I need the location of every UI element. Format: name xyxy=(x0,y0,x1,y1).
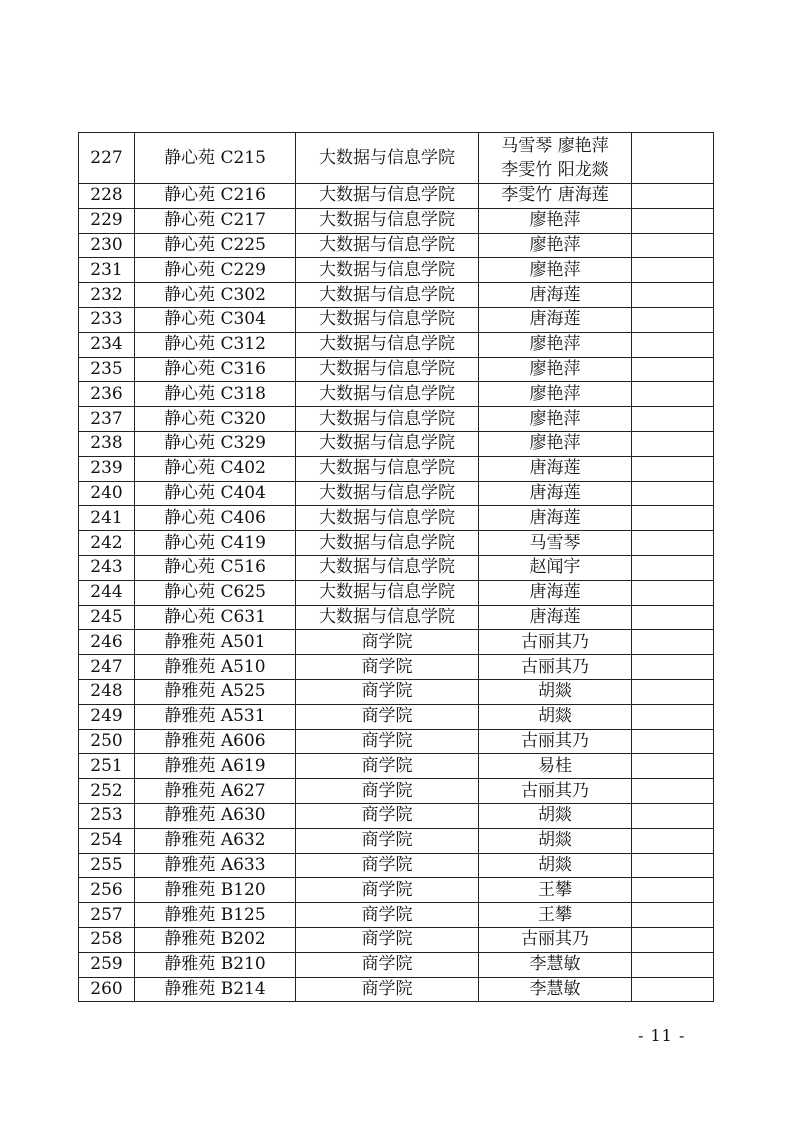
staff-name: 马雪琴 廖艳萍 xyxy=(501,136,609,156)
college-cell: 商学院 xyxy=(296,630,479,655)
staff-cell xyxy=(479,481,632,506)
table-row xyxy=(79,208,714,233)
staff-name: 唐海莲 xyxy=(529,606,581,627)
row-number-cell: 246 xyxy=(79,630,135,655)
staff-name: 胡燚 xyxy=(538,805,572,826)
row-number-cell: 234 xyxy=(79,332,135,357)
table-row xyxy=(79,431,714,456)
staff-cell xyxy=(479,133,632,184)
room-cell: 静心苑 C217 xyxy=(135,208,296,233)
staff-name: 唐海莲 xyxy=(529,582,581,603)
room-cell: 静雅苑 A510 xyxy=(135,655,296,680)
row-number-cell: 247 xyxy=(79,655,135,680)
table-row xyxy=(79,828,714,853)
note-cell xyxy=(632,184,714,209)
staff-name: 赵闻宇 xyxy=(529,557,581,578)
staff-name: 唐海莲 xyxy=(529,284,581,305)
staff-name: 廖艳萍 xyxy=(529,383,581,404)
table-row xyxy=(79,133,714,184)
staff-cell xyxy=(479,679,632,704)
table-row xyxy=(79,927,714,952)
staff-cell xyxy=(479,506,632,531)
table-row xyxy=(79,605,714,630)
staff-name: 马雪琴 xyxy=(529,532,581,553)
staff-cell xyxy=(479,555,632,580)
college-cell: 大数据与信息学院 xyxy=(296,332,479,357)
college-cell: 商学院 xyxy=(296,828,479,853)
staff-cell xyxy=(479,307,632,332)
college-cell: 大数据与信息学院 xyxy=(296,307,479,332)
row-number-cell: 229 xyxy=(79,208,135,233)
note-cell xyxy=(632,456,714,481)
staff-cell xyxy=(479,878,632,903)
note-cell xyxy=(632,828,714,853)
table-row xyxy=(79,977,714,1002)
row-number-cell: 249 xyxy=(79,704,135,729)
row-number-cell: 243 xyxy=(79,555,135,580)
room-cell: 静雅苑 A630 xyxy=(135,803,296,828)
row-number-cell: 251 xyxy=(79,754,135,779)
row-number-cell: 260 xyxy=(79,977,135,1002)
table-row xyxy=(79,382,714,407)
room-cell: 静雅苑 A606 xyxy=(135,729,296,754)
staff-name: 李慧敏 xyxy=(529,978,581,999)
room-cell: 静心苑 C404 xyxy=(135,481,296,506)
table-row xyxy=(79,580,714,605)
staff-cell xyxy=(479,531,632,556)
note-cell xyxy=(632,531,714,556)
row-number-cell: 230 xyxy=(79,233,135,258)
table-row xyxy=(79,878,714,903)
college-cell: 商学院 xyxy=(296,779,479,804)
note-cell xyxy=(632,133,714,184)
room-cell: 静心苑 C329 xyxy=(135,431,296,456)
staff-name: 王攀 xyxy=(538,879,572,900)
room-cell: 静心苑 C625 xyxy=(135,580,296,605)
staff-cell xyxy=(479,258,632,283)
college-cell: 大数据与信息学院 xyxy=(296,133,479,184)
staff-cell xyxy=(479,407,632,432)
staff-cell xyxy=(479,605,632,630)
note-cell xyxy=(632,803,714,828)
table-row xyxy=(79,555,714,580)
room-cell: 静雅苑 B125 xyxy=(135,903,296,928)
college-cell: 商学院 xyxy=(296,977,479,1002)
room-cell: 静心苑 C302 xyxy=(135,283,296,308)
staff-name: 古丽其乃 xyxy=(521,656,589,677)
staff-name: 胡燚 xyxy=(538,830,572,851)
college-cell: 商学院 xyxy=(296,927,479,952)
note-cell xyxy=(632,754,714,779)
college-cell: 商学院 xyxy=(296,903,479,928)
college-cell: 大数据与信息学院 xyxy=(296,555,479,580)
note-cell xyxy=(632,927,714,952)
staff-cell xyxy=(479,952,632,977)
table-row xyxy=(79,506,714,531)
college-cell: 商学院 xyxy=(296,655,479,680)
table-row xyxy=(79,630,714,655)
room-cell: 静心苑 C304 xyxy=(135,307,296,332)
table-row xyxy=(79,903,714,928)
room-cell: 静心苑 C516 xyxy=(135,555,296,580)
staff-name: 廖艳萍 xyxy=(529,234,581,255)
room-cell: 静心苑 C225 xyxy=(135,233,296,258)
row-number-cell: 241 xyxy=(79,506,135,531)
staff-cell xyxy=(479,853,632,878)
row-number-cell: 250 xyxy=(79,729,135,754)
staff-name: 李雯竹 唐海莲 xyxy=(501,185,609,206)
college-cell: 大数据与信息学院 xyxy=(296,258,479,283)
row-number-cell: 228 xyxy=(79,184,135,209)
college-cell: 大数据与信息学院 xyxy=(296,208,479,233)
staff-name: 王攀 xyxy=(538,904,572,925)
college-cell: 大数据与信息学院 xyxy=(296,233,479,258)
staff-cell xyxy=(479,332,632,357)
note-cell xyxy=(632,481,714,506)
staff-name: 廖艳萍 xyxy=(529,408,581,429)
room-cell: 静心苑 C406 xyxy=(135,506,296,531)
note-cell xyxy=(632,506,714,531)
staff-cell xyxy=(479,779,632,804)
college-cell: 大数据与信息学院 xyxy=(296,283,479,308)
row-number-cell: 244 xyxy=(79,580,135,605)
college-cell: 大数据与信息学院 xyxy=(296,481,479,506)
row-number-cell: 257 xyxy=(79,903,135,928)
staff-cell xyxy=(479,927,632,952)
note-cell xyxy=(632,655,714,680)
note-cell xyxy=(632,605,714,630)
row-number-cell: 235 xyxy=(79,357,135,382)
room-cell: 静心苑 C215 xyxy=(135,133,296,184)
staff-name: 廖艳萍 xyxy=(529,334,581,355)
staff-cell xyxy=(479,431,632,456)
staff-cell xyxy=(479,630,632,655)
room-cell: 静雅苑 B214 xyxy=(135,977,296,1002)
table-row xyxy=(79,283,714,308)
note-cell xyxy=(632,630,714,655)
row-number-cell: 245 xyxy=(79,605,135,630)
staff-cell xyxy=(479,903,632,928)
table-body xyxy=(79,133,714,1002)
row-number-cell: 227 xyxy=(79,133,135,184)
college-cell: 大数据与信息学院 xyxy=(296,605,479,630)
college-cell: 大数据与信息学院 xyxy=(296,382,479,407)
table-row xyxy=(79,258,714,283)
room-cell: 静雅苑 B120 xyxy=(135,878,296,903)
college-cell: 大数据与信息学院 xyxy=(296,407,479,432)
room-cell: 静心苑 C419 xyxy=(135,531,296,556)
note-cell xyxy=(632,307,714,332)
staff-cell xyxy=(479,729,632,754)
staff-cell xyxy=(479,803,632,828)
college-cell: 商学院 xyxy=(296,878,479,903)
room-cell: 静雅苑 A531 xyxy=(135,704,296,729)
table-row xyxy=(79,233,714,258)
table-row xyxy=(79,779,714,804)
note-cell xyxy=(632,233,714,258)
staff-cell xyxy=(479,655,632,680)
college-cell: 大数据与信息学院 xyxy=(296,184,479,209)
row-number-cell: 238 xyxy=(79,431,135,456)
room-cell: 静心苑 C229 xyxy=(135,258,296,283)
table-row xyxy=(79,729,714,754)
note-cell xyxy=(632,580,714,605)
staff-name: 唐海莲 xyxy=(529,309,581,330)
row-number-cell: 258 xyxy=(79,927,135,952)
note-cell xyxy=(632,357,714,382)
college-cell: 大数据与信息学院 xyxy=(296,431,479,456)
note-cell xyxy=(632,258,714,283)
room-cell: 静雅苑 A632 xyxy=(135,828,296,853)
staff-name: 古丽其乃 xyxy=(521,780,589,801)
staff-name: 唐海莲 xyxy=(529,458,581,479)
college-cell: 商学院 xyxy=(296,754,479,779)
college-cell: 商学院 xyxy=(296,803,479,828)
staff-cell xyxy=(479,208,632,233)
room-cell: 静心苑 C320 xyxy=(135,407,296,432)
staff-cell xyxy=(479,357,632,382)
college-cell: 大数据与信息学院 xyxy=(296,506,479,531)
row-number-cell: 231 xyxy=(79,258,135,283)
row-number-cell: 252 xyxy=(79,779,135,804)
row-number-cell: 236 xyxy=(79,382,135,407)
room-cell: 静心苑 C318 xyxy=(135,382,296,407)
table-row xyxy=(79,307,714,332)
staff-cell xyxy=(479,456,632,481)
note-cell xyxy=(632,382,714,407)
row-number-cell: 255 xyxy=(79,853,135,878)
staff-name: 廖艳萍 xyxy=(529,433,581,454)
staff-cell xyxy=(479,233,632,258)
college-cell: 商学院 xyxy=(296,853,479,878)
note-cell xyxy=(632,878,714,903)
college-cell: 大数据与信息学院 xyxy=(296,357,479,382)
note-cell xyxy=(632,208,714,233)
college-cell: 大数据与信息学院 xyxy=(296,531,479,556)
staff-cell xyxy=(479,754,632,779)
table-row xyxy=(79,952,714,977)
staff-cell xyxy=(479,382,632,407)
row-number-cell: 233 xyxy=(79,307,135,332)
staff-name: 唐海莲 xyxy=(529,482,581,503)
staff-cell xyxy=(479,704,632,729)
row-number-cell: 256 xyxy=(79,878,135,903)
college-cell: 大数据与信息学院 xyxy=(296,456,479,481)
note-cell xyxy=(632,729,714,754)
note-cell xyxy=(632,332,714,357)
page-number: - 11 - xyxy=(638,1026,686,1045)
staff-cell xyxy=(479,184,632,209)
row-number-cell: 240 xyxy=(79,481,135,506)
note-cell xyxy=(632,853,714,878)
college-cell: 商学院 xyxy=(296,729,479,754)
table-row xyxy=(79,407,714,432)
staff-name: 胡燚 xyxy=(538,854,572,875)
row-number-cell: 237 xyxy=(79,407,135,432)
row-number-cell: 242 xyxy=(79,531,135,556)
room-cell: 静雅苑 A619 xyxy=(135,754,296,779)
row-number-cell: 248 xyxy=(79,679,135,704)
room-cell: 静心苑 C631 xyxy=(135,605,296,630)
room-cell: 静雅苑 A627 xyxy=(135,779,296,804)
row-number-cell: 232 xyxy=(79,283,135,308)
table-row xyxy=(79,357,714,382)
staff-cell xyxy=(479,828,632,853)
college-cell: 商学院 xyxy=(296,952,479,977)
room-cell: 静雅苑 B210 xyxy=(135,952,296,977)
table-row xyxy=(79,481,714,506)
note-cell xyxy=(632,952,714,977)
table-row xyxy=(79,456,714,481)
staff-name: 廖艳萍 xyxy=(529,358,581,379)
table-row xyxy=(79,531,714,556)
staff-name: 李慧敏 xyxy=(529,954,581,975)
room-cell: 静心苑 C402 xyxy=(135,456,296,481)
row-number-cell: 253 xyxy=(79,803,135,828)
row-number-cell: 239 xyxy=(79,456,135,481)
table-row xyxy=(79,332,714,357)
note-cell xyxy=(632,779,714,804)
room-cell: 静雅苑 B202 xyxy=(135,927,296,952)
room-cell: 静心苑 C216 xyxy=(135,184,296,209)
staff-name: 廖艳萍 xyxy=(529,210,581,231)
table-row xyxy=(79,704,714,729)
staff-name: 唐海莲 xyxy=(529,507,581,528)
room-cell: 静雅苑 A633 xyxy=(135,853,296,878)
staff-name: 古丽其乃 xyxy=(521,631,589,652)
room-cell: 静心苑 C316 xyxy=(135,357,296,382)
note-cell xyxy=(632,407,714,432)
table-row xyxy=(79,853,714,878)
table-row xyxy=(79,655,714,680)
table-row xyxy=(79,754,714,779)
note-cell xyxy=(632,283,714,308)
staff-cell xyxy=(479,977,632,1002)
college-cell: 商学院 xyxy=(296,704,479,729)
college-cell: 大数据与信息学院 xyxy=(296,580,479,605)
room-cell: 静心苑 C312 xyxy=(135,332,296,357)
table-row xyxy=(79,184,714,209)
staff-name: 易桂 xyxy=(538,755,572,776)
note-cell xyxy=(632,431,714,456)
table-row xyxy=(79,803,714,828)
note-cell xyxy=(632,903,714,928)
note-cell xyxy=(632,555,714,580)
row-number-cell: 254 xyxy=(79,828,135,853)
dormitory-table xyxy=(78,132,714,1002)
note-cell xyxy=(632,704,714,729)
staff-name: 古丽其乃 xyxy=(521,730,589,751)
staff-name: 胡燚 xyxy=(538,681,572,702)
staff-cell xyxy=(479,580,632,605)
staff-name: 廖艳萍 xyxy=(529,259,581,280)
room-cell: 静雅苑 A501 xyxy=(135,630,296,655)
row-number-cell: 259 xyxy=(79,952,135,977)
staff-name: 胡燚 xyxy=(538,706,572,727)
room-cell: 静雅苑 A525 xyxy=(135,679,296,704)
note-cell xyxy=(632,977,714,1002)
staff-cell xyxy=(479,283,632,308)
staff-name: 李雯竹 阳龙燚 xyxy=(501,160,609,180)
note-cell xyxy=(632,679,714,704)
staff-name: 古丽其乃 xyxy=(521,929,589,950)
table-row xyxy=(79,679,714,704)
college-cell: 商学院 xyxy=(296,679,479,704)
